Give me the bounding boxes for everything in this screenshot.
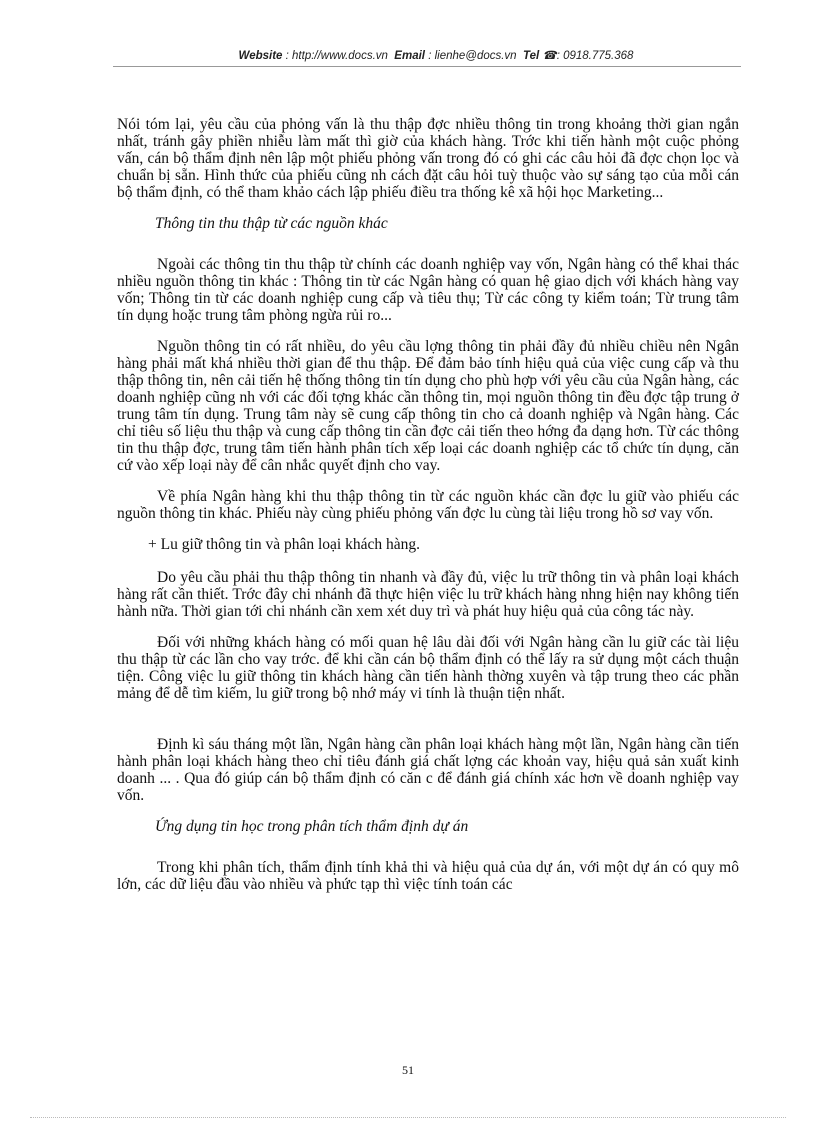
tel-label: Tel	[522, 50, 540, 62]
website-value: : http://www.docs.vn	[285, 50, 388, 62]
paragraph-5: Do yêu cầu phải thu thập thông tin nhanh và đầy đủ, việc lu trữ thông tin và phân loại khách hàng rất cần thiết. Trớc đây chi nhánh đã thực hiện việc lu trữ khách hàng nhng hiện nay không tiến hành nữa. Thời gian tới chi nhánh cần xem xét duy trì và phát huy hiệu quả của công tác này.	[117, 569, 739, 620]
paragraph-7: Định kì sáu tháng một lần, Ngân hàng cần phân loại khách hàng một lần, Ngân hàng cần tiến hành phân loại khách hàng theo chỉ tiêu đánh giá chất lợng các khoản vay, hiệu quả sản xuất kinh doanh ... . Qua đó giúp cán bộ thẩm định có căn c để đánh giá chính xác hơn về doanh nghiệp vay vốn.	[117, 736, 739, 804]
page-header	[186, 48, 686, 62]
paragraph-6: Đối với những khách hàng có mối quan hệ lâu dài đối với Ngân hàng cần lu giữ các tài liệu thu thập từ các lần cho vay trớc. để khi cần cán bộ thẩm định có thể lấy ra sử dụng một cách thuận tiện. Công việc lu giữ thông tin khách hàng cần tiến hành thờng xuyên và tập trung theo các phần mảng để dễ tìm kiếm, lu giữ trong bộ nhớ máy vi tính là thuận tiện nhất.	[117, 634, 739, 702]
email-label: Email	[394, 50, 425, 62]
paragraph-8: Trong khi phân tích, thẩm định tính khả thi và hiệu quả của dự án, với một dự án có quy mô lớn, các dữ liệu đầu vào nhiều và phức tạp thì việc tính toán các	[117, 859, 739, 893]
header-divider	[113, 66, 741, 67]
bullet-store-info: + Lu giữ thông tin và phân loại khách hàng.	[148, 536, 420, 553]
phone-icon: ☎	[542, 50, 557, 62]
paragraph-2: Ngoài các thông tin thu thập từ chính các doanh nghiệp vay vốn, Ngân hàng có thể khai thác nhiều nguồn thông tin khác : Thông tin từ các Ngân hàng có quan hệ giao dịch với khách hàng vay vốn; Thông tin từ các doanh nghiệp cung cấp và tiêu thụ; Từ các công ty kiểm toán; Từ trung tâm tín dụng hoặc trung tâm phòng ngừa rủi ro...	[117, 256, 739, 324]
subheading-it-application: Ứng dụng tin học trong phân tích thẩm định dự án	[155, 818, 469, 835]
tel-value: : 0918.775.368	[556, 50, 634, 62]
website-label: Website	[238, 50, 283, 62]
paragraph-1: Nói tóm lại, yêu cầu của phỏng vấn là thu thập đợc nhiều thông tin trong khoảng thời gian ngắn nhất, tránh gây phiền nhiễu làm mất thì giờ của khách hàng. Trớc khi tiến hành một cuộc phỏng vấn, cán bộ thẩm định nên lập một phiếu phỏng vấn trong đó có ghi các câu hỏi đã đợc chọn lọc và chuẩn bị sẵn. Hình thức của phiếu cũng nh cách đặt câu hỏi tuỳ thuộc vào sự sáng tạo của mỗi cán bộ thẩm định, có thể tham khảo cách lập phiếu điều tra thống kê xã hội học Marketing...	[117, 116, 739, 201]
page-body	[117, 116, 739, 907]
paragraph-4: Về phía Ngân hàng khi thu thập thông tin từ các nguồn khác cần đợc lu giữ vào phiếu các nguồn thông tin khác. Phiếu này cùng phiếu phỏng vấn đợc lu cùng tài liệu trong hồ sơ vay vốn.	[117, 488, 739, 522]
email-value: : lienhe@docs.vn	[428, 50, 517, 62]
page-number: 51	[402, 1063, 414, 1077]
subheading-other-sources: Thông tin thu thập từ các nguồn khác	[155, 215, 388, 232]
paragraph-3: Nguồn thông tin có rất nhiều, do yêu cầu lợng thông tin phải đầy đủ nhiều chiều nên Ngân hàng phải mất khá nhiều thời gian để thu thập. Để đảm bảo tính hiệu quả của việc cung cấp và thu thập thông tin, nên cải tiến hệ thống thông tin tín dụng cho phù hợp với yêu cầu của Ngân hàng, các doanh nghiệp cũng nh với các đối tợng khác cần thông tin, mọi nguồn thông tin đều đợc tập trung ở trung tâm tín dụng. Trung tâm này sẽ cung cấp thông tin cho cả doanh nghiệp và Ngân hàng. Các chỉ tiêu số liệu thu thập và cung cấp thông tin cần đợc cải tiến theo hớng đa dạng hơn. Từ các thông tin thu thập đợc, trung tâm tiến hành phân tích xếp loại các doanh nghiệp các tổ chức tín dụng, căn cứ vào xếp loại này để cân nhắc quyết định cho vay.	[117, 338, 739, 474]
footer-divider	[30, 1117, 786, 1118]
